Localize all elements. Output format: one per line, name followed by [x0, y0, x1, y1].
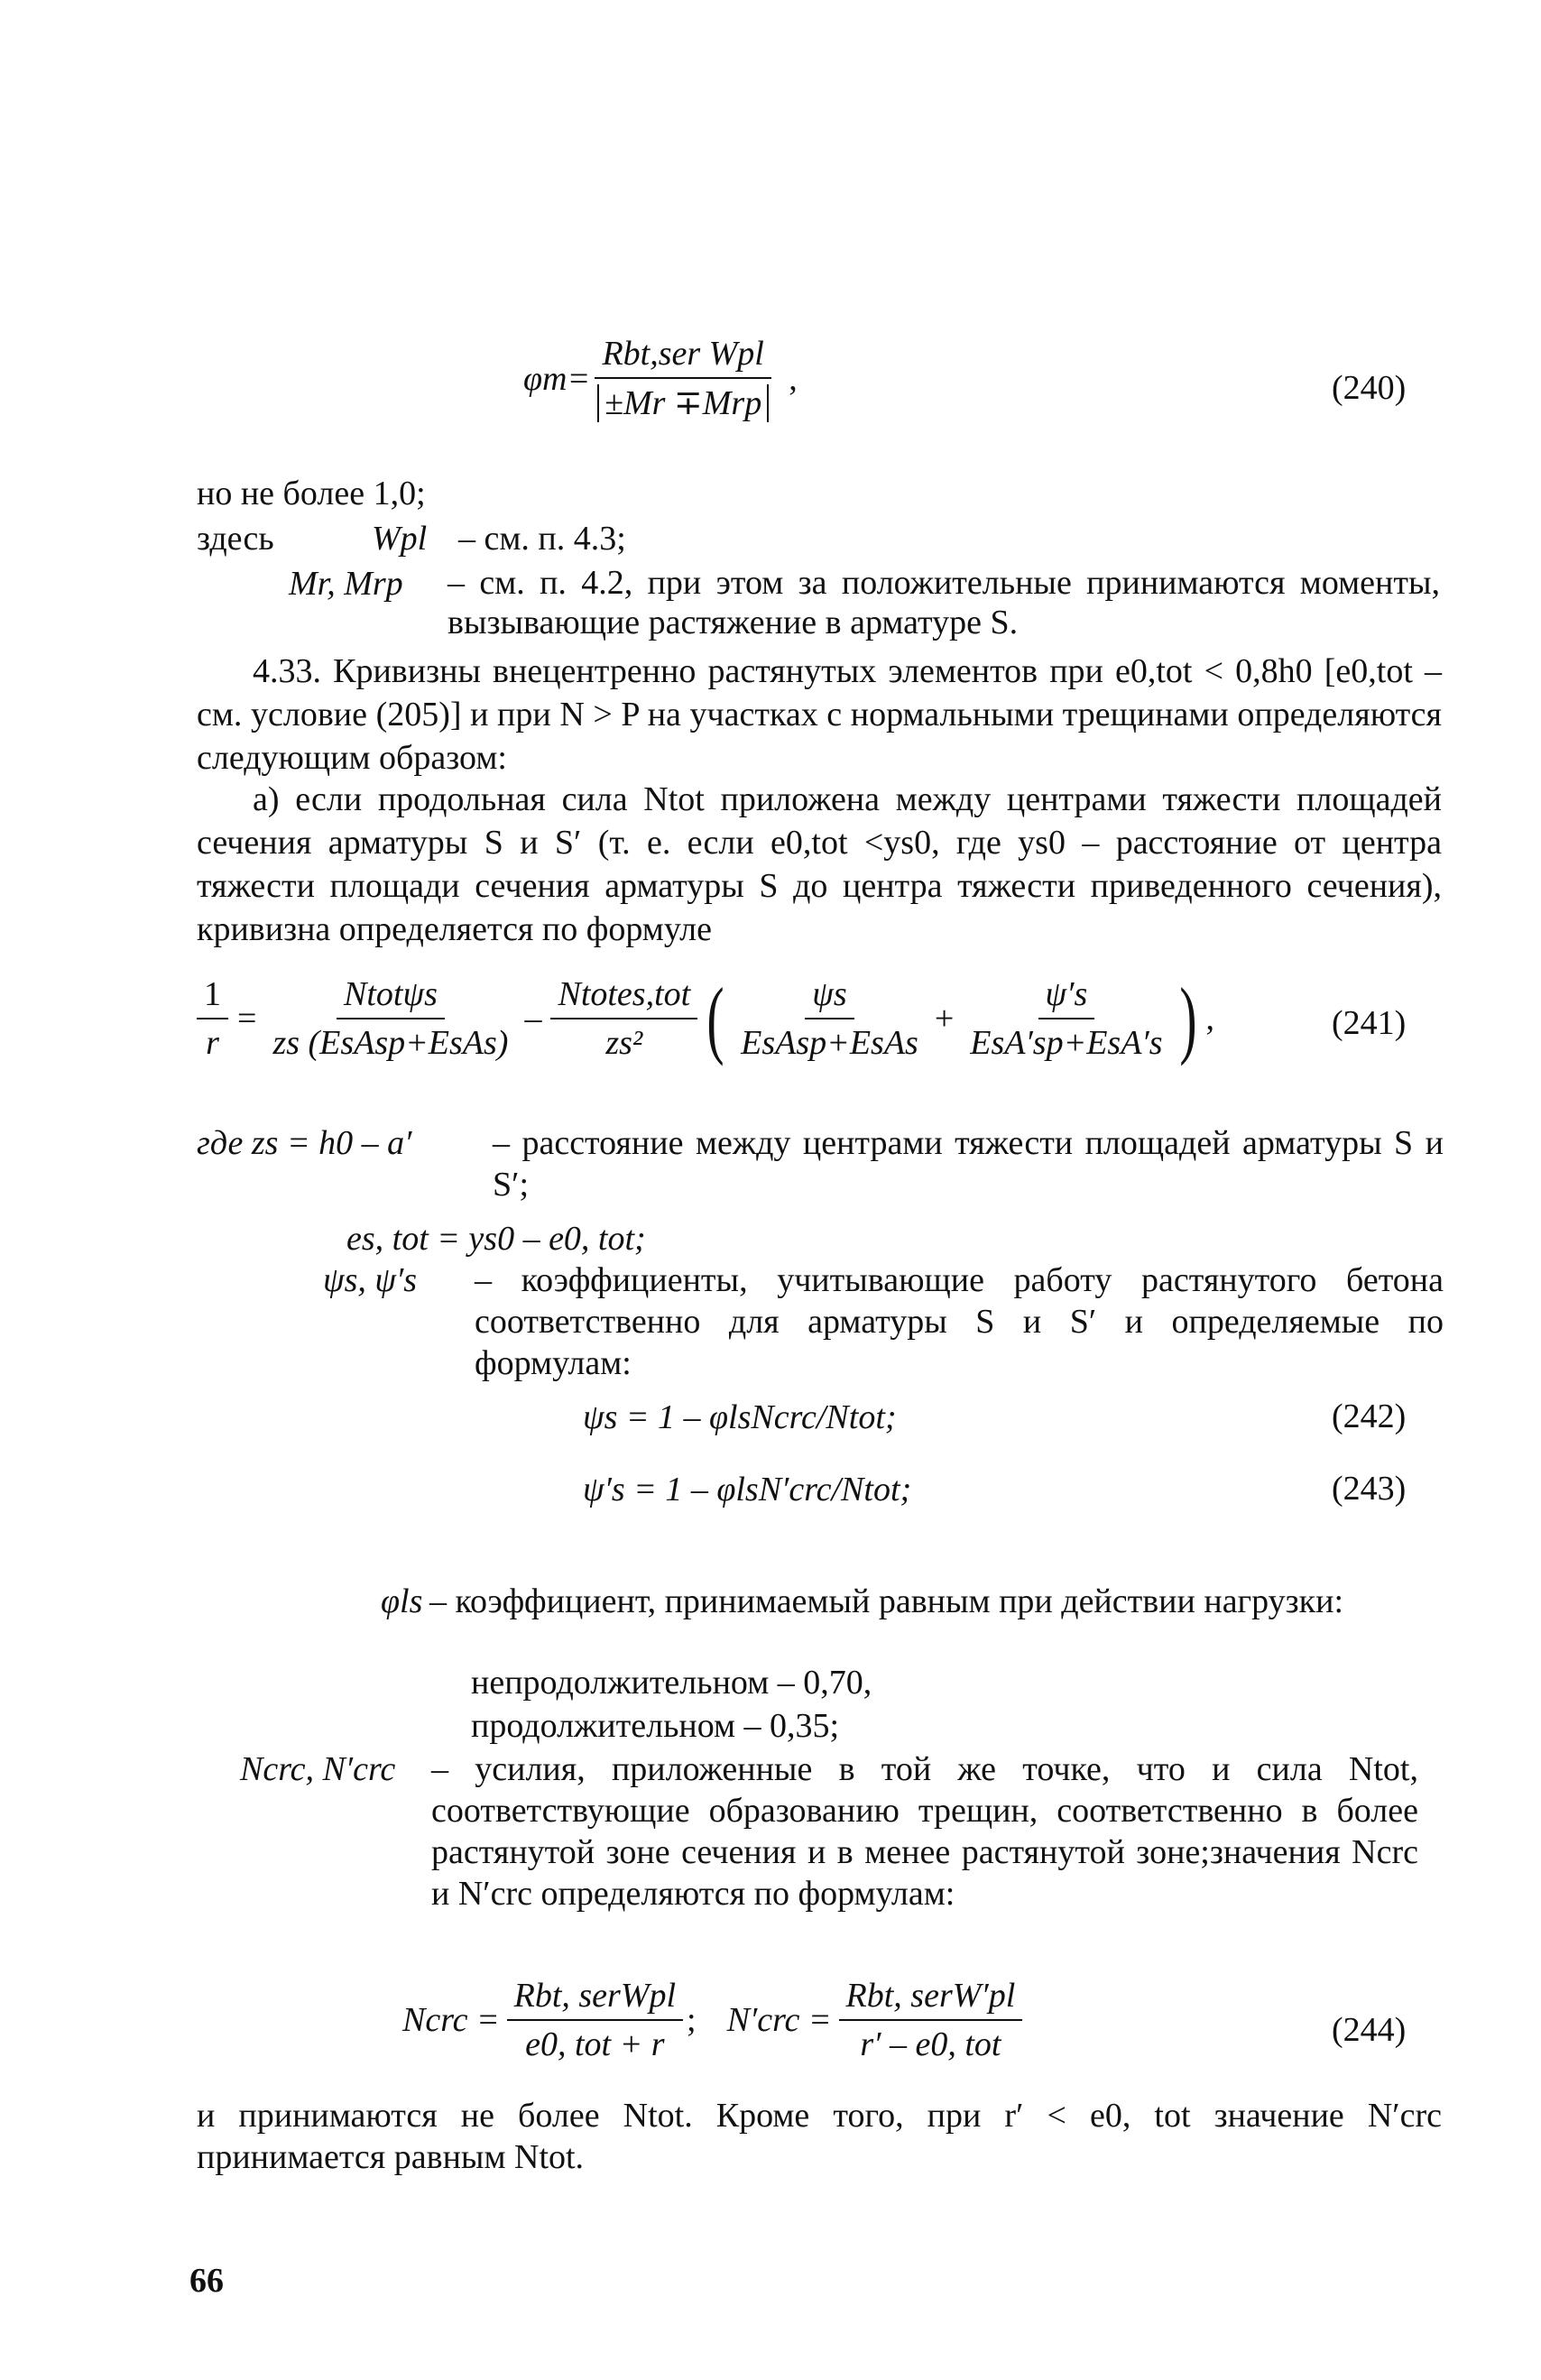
eq244-separator: ; — [687, 2001, 697, 2039]
eq241-lhs-den: r — [206, 1024, 219, 1062]
where-es-line: es, tot = ys0 – e0, tot; — [346, 1220, 646, 1258]
eq241-term4-num: ψ′s — [1038, 974, 1095, 1019]
eq240-denominator: ±Mr ∓Mrp — [597, 384, 769, 422]
eq243-number: (243) — [1332, 1470, 1407, 1508]
phils-text: – коэффициент, принимаемый равным при действии нагрузки: — [429, 1582, 1344, 1620]
eq241-number: (241) — [1332, 1004, 1407, 1042]
note-wpl-symbol: Wpl — [372, 520, 428, 558]
eq244-number: (244) — [1332, 2011, 1407, 2049]
equation-240 — [523, 334, 798, 423]
eq241-term3 — [734, 974, 926, 1063]
eq241-lhs — [197, 974, 228, 1063]
eq240-lhs: φm= — [523, 359, 591, 398]
page-number: 66 — [189, 2262, 224, 2300]
eq244-num2: Rbt, serW′pl — [839, 1976, 1023, 2021]
equation-242: ψs = 1 – φlsNcrc/Ntot; — [583, 1398, 897, 1436]
eq241-term2-den: zs² — [605, 1024, 643, 1062]
eq244-lhs1: Ncrc = — [402, 2001, 500, 2039]
paragraph-4-33: 4.33. Кривизны внецентренно растянутых элементов при e0,tot < 0,8h0 [e0,tot – см. условие (205)] и при N > P на участках с нормальными трещинами определяются следующим образом: — [197, 652, 1442, 777]
eq241-term2 — [550, 974, 697, 1063]
phils-long: продолжительном – 0,35; — [471, 1707, 840, 1745]
eq244-num1: Rbt, serWpl — [507, 1976, 683, 2021]
note-mr-symbol: Mr, Mrp — [289, 565, 403, 603]
ncrc-symbol: Ncrc, N′crc — [240, 1750, 396, 1788]
eq241-term4 — [963, 974, 1169, 1063]
eq244-den2: r′ – e0, tot — [860, 2025, 1001, 2063]
note-mr-text: – см. п. 4.2, при этом за положительные принимаются моменты, вызывающие растяжение в арматуре S. — [448, 564, 1440, 641]
note-wpl-text: – см. п. 4.3; — [458, 520, 626, 558]
eq241-term1-num: Ntotψs — [337, 974, 445, 1019]
eq244-den1: e0, tot + r — [525, 2025, 665, 2063]
note-not-more: но не более 1,0; — [197, 475, 426, 512]
eq240-fraction — [590, 334, 776, 423]
eq241-lhs-num: 1 — [197, 974, 228, 1019]
ncrc-text: – усилия, приложенные в той же точке, что и сила Ntot, соответствующие образованию трещин, соответственно в более растянутой зоне сечения и в менее растянутой зоне;значения Ncrc и N′crc определяются по формулам: — [431, 1750, 1418, 1913]
eq240-numerator: Rbt,ser Wpl — [595, 334, 770, 379]
eq241-term1 — [265, 974, 515, 1063]
where-zs-symbol: где zs = h0 – a′ — [197, 1124, 412, 1162]
eq240-number: (240) — [1332, 369, 1407, 407]
eq241-term1-den: zs (EsAsp+EsAs) — [272, 1024, 509, 1062]
equation-244 — [402, 1976, 1022, 2064]
eq240-comma: , — [789, 359, 798, 398]
equation-241: $\frac{1}{r}$ = $\frac{\text{Ntotψs}}{\text{zs (EsAsp+EsAs)}}$ – $\frac{\text{Ntotes,tot}}{\text{zs²}}$ ( $\frac{\psi s}{\text{EsAsp+EsAs}}$ + $\frac{\psi's}{\text{EsA′sp+EsA′s}}$ ) , — [197, 974, 1214, 1063]
eq244-fraction2 — [839, 1976, 1023, 2064]
eq242-number: (242) — [1332, 1398, 1407, 1435]
phils-short: непродолжительном – 0,70, — [471, 1664, 872, 1702]
eq241-term2-num: Ntotes,tot — [550, 974, 697, 1019]
eq241-term3-den: EsAsp+EsAs — [741, 1024, 918, 1062]
eq244-lhs2: N′crc = — [726, 2001, 832, 2039]
eq241-term4-den: EsA′sp+EsA′s — [970, 1024, 1163, 1062]
eq244-fraction1 — [507, 1976, 683, 2064]
phils-symbol: φls — [381, 1582, 423, 1620]
where-psi-symbol: ψs, ψ′s — [323, 1261, 418, 1299]
equation-243: ψ′s = 1 – φlsN′crc/Ntot; — [583, 1471, 912, 1508]
where-zs-text: – расстояние между центрами тяжести площадей арматуры S и S′; — [493, 1124, 1444, 1204]
paragraph-a: а) если продольная сила Ntot приложена между центрами тяжести площадей сечения арматуры S и S′ (т. е. если e0,tot <ys0, где ys0 – расстояние от центра тяжести площади сечения арматуры S до центра тяжести приведенного сечения), кривизна определяется по формуле — [197, 780, 1442, 948]
where-psi-text: – коэффициенты, учитывающие работу растянутого бетона соответственно для арматуры S и S′ и определяемые по формулам: — [475, 1261, 1444, 1382]
eq241-term3-num: ψs — [805, 974, 854, 1019]
final-paragraph: и принимаются не более Ntot. Кроме того, при r′ < e0, tot значение N′crc принимается равным Ntot. — [197, 2097, 1442, 2176]
note-here-label: здесь — [197, 520, 274, 558]
